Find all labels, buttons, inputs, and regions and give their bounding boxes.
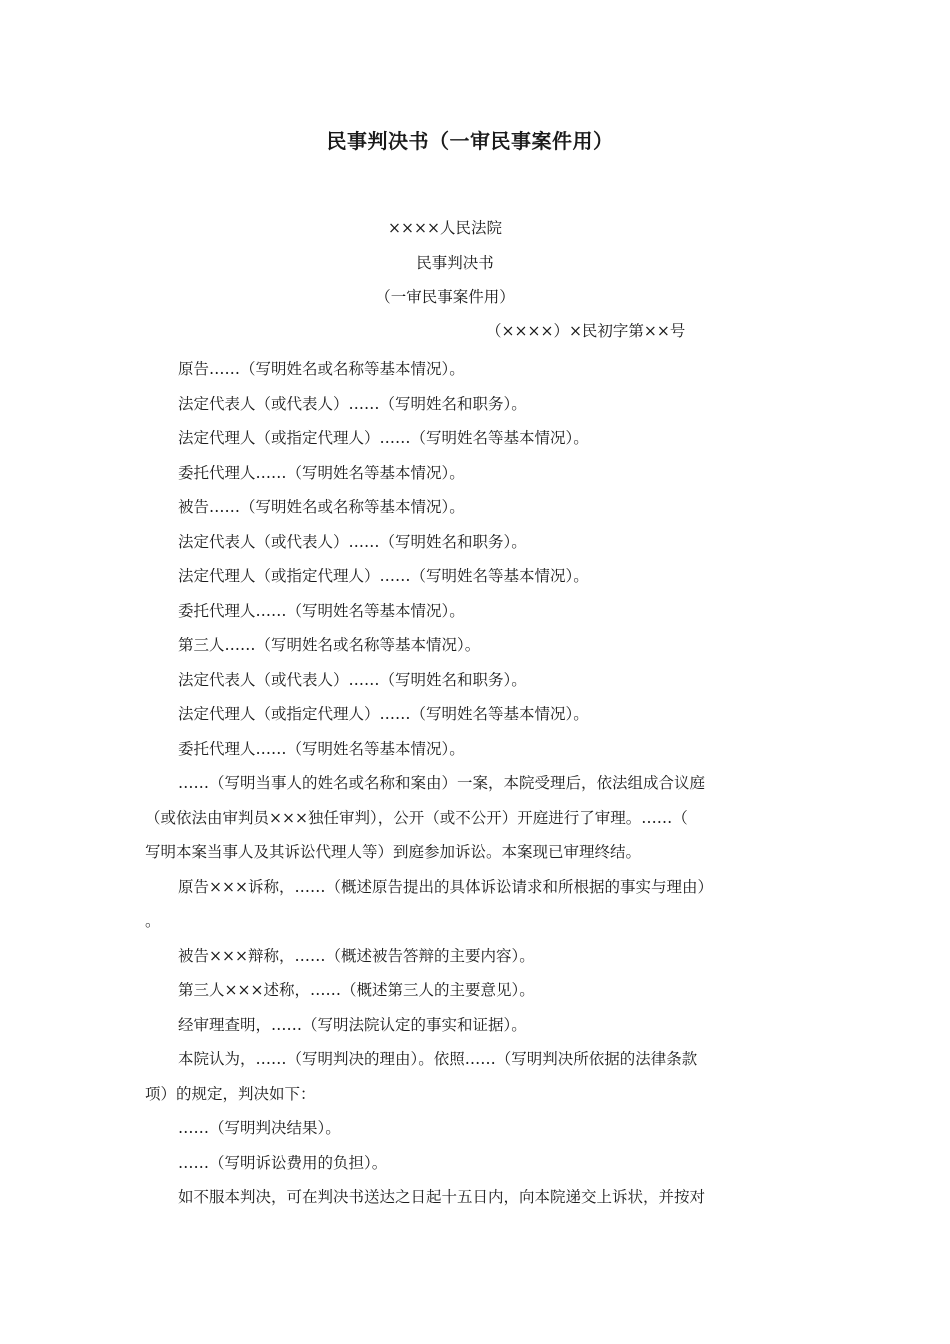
document-body [145,352,767,1215]
plaintiff-claim-line: 。 [145,912,161,930]
party-line: 法定代表人（或代表人）……（写明姓名和职务）。 [178,670,527,689]
case-intro-line: 写明本案当事人及其诉讼代理人等）到庭参加诉讼。本案现已审理终结。 [145,843,642,861]
defendant-reply-paragraph: 被告×××辩称，……（概述被告答辩的主要内容）。 [178,946,535,965]
reasoning-paragraph [145,1042,767,1111]
plaintiff-claim-paragraph [145,870,767,939]
cost-burden-paragraph: ……（写明诉讼费用的负担）。 [178,1153,388,1172]
party-line: 委托代理人……（写明姓名等基本情况）。 [178,463,465,482]
party-line: 法定代理人（或指定代理人）……（写明姓名等基本情况）。 [178,429,589,447]
party-line: 委托代理人……（写明姓名等基本情况）。 [178,601,465,620]
party-line: 法定代表人（或代表人）……（写明姓名和职务）。 [178,394,527,413]
party-line: 法定代理人（或指定代理人）……（写明姓名等基本情况）。 [178,705,589,723]
party-line: 法定代表人（或代表人）……（写明姓名和职务）。 [178,532,527,551]
document-type: 民事判决书 [416,254,494,272]
case-intro-paragraph [145,766,767,870]
judgment-result-paragraph: ……（写明判决结果）。 [178,1119,341,1137]
party-line: 第三人……（写明姓名或名称等基本情况）。 [178,636,481,654]
case-intro-line: ……（写明当事人的姓名或名称和案由）一案，本院受理后，依法组成合议庭 [178,774,706,792]
reasoning-line: 项）的规定，判决如下： [145,1084,316,1103]
appeal-notice-paragraph: 如不服本判决，可在判决书送达之日起十五日内，向本院递交上诉状，并按对 [178,1188,706,1206]
reasoning-line: 本院认为，……（写明判决的理由）。依照……（写明判决所依据的法律条款 [178,1050,698,1068]
findings-paragraph: 经审理查明，……（写明法院认定的事实和证据）。 [178,1015,527,1034]
page-title: 民事判决书（一审民事案件用） [326,129,614,153]
party-line: 被告……（写明姓名或名称等基本情况）。 [178,498,465,516]
document-subtype: （一审民事案件用） [375,288,515,306]
third-party-statement-paragraph: 第三人×××述称，……（概述第三人的主要意见）。 [178,981,535,999]
court-name: ××××人民法院 [388,219,502,237]
party-line: 委托代理人……（写明姓名等基本情况）。 [178,739,465,758]
case-intro-line: （或依法由审判员×××独任审判），公开（或不公开）开庭进行了审理。……（ [145,808,688,827]
party-line: 原告……（写明姓名或名称等基本情况）。 [178,360,465,378]
plaintiff-claim-line: 原告×××诉称，……（概述原告提出的具体诉讼请求和所根据的事实与理由） [178,877,713,896]
case-number: （××××）×民初字第××号 [486,322,686,340]
party-line: 法定代理人（或指定代理人）……（写明姓名等基本情况）。 [178,567,589,585]
